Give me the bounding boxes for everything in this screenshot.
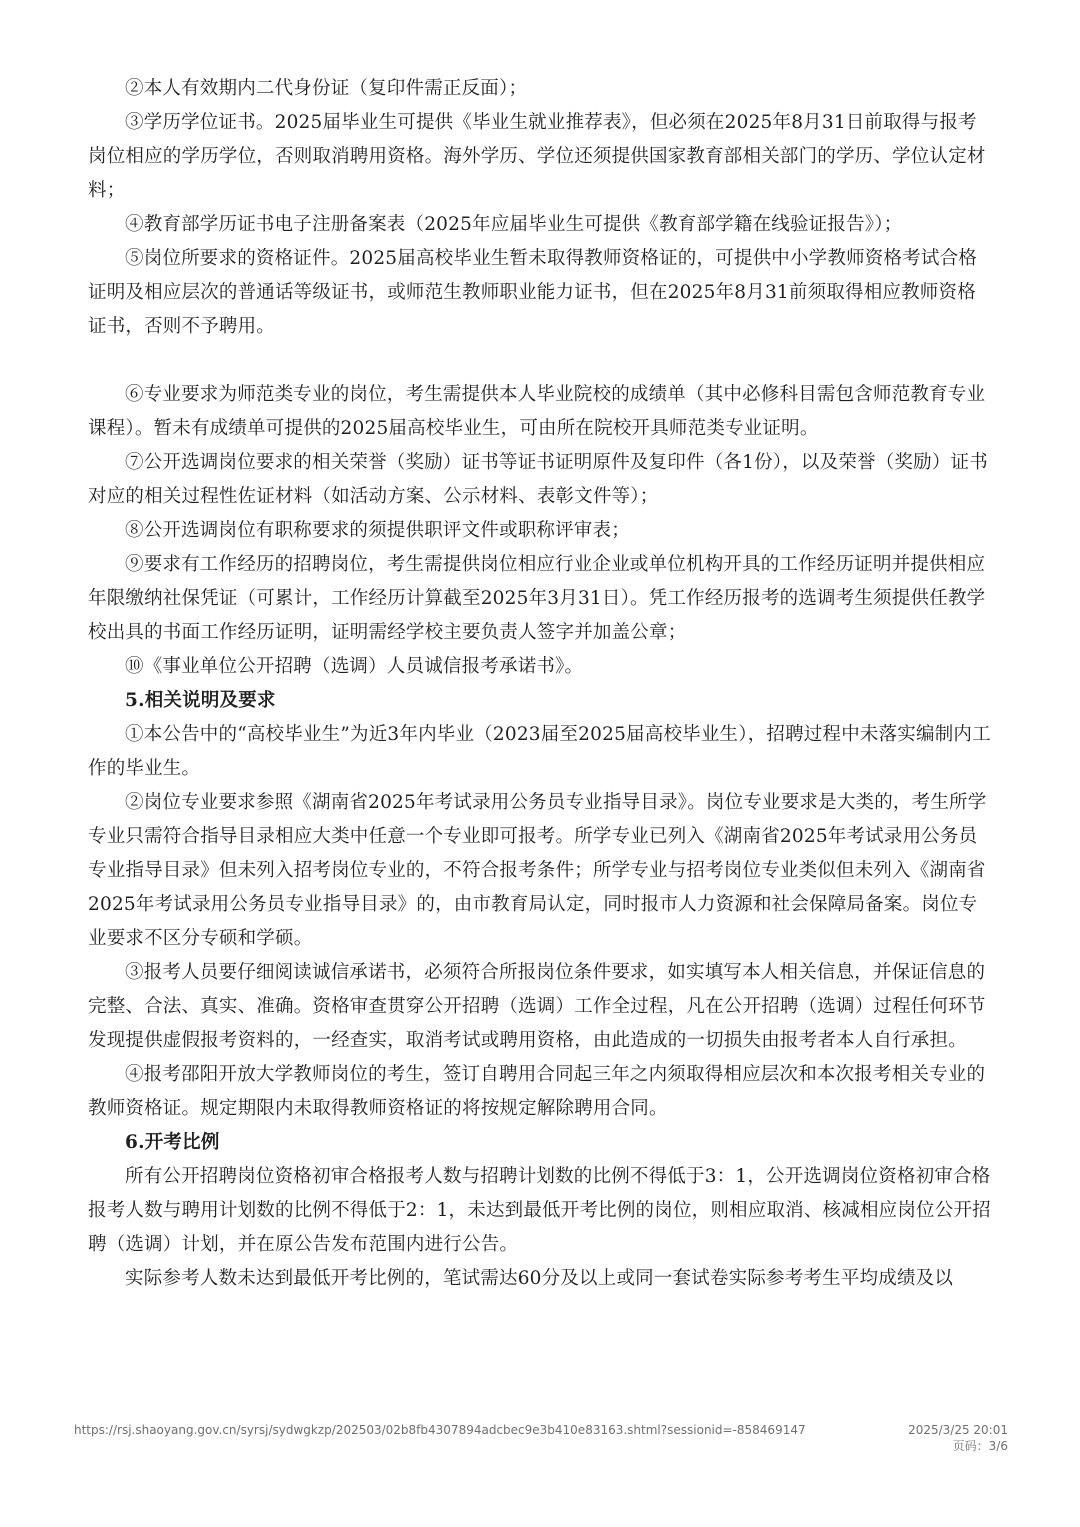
paragraph-integrity-pledge: ⑩《事业单位公开招聘（选调）人员诚信报考承诺书》。 (125, 656, 584, 677)
paragraph-work-experience: ⑨要求有工作经历的招聘岗位，考生需提供岗位相应行业企业或单位机构开具的工作经历证明并提供相应年限缴纳社保凭证（可累计，工作经历计算截至2025年3月31日）。凭工作经历报考的选调考生须提供任教学校出具的书面工作经历证明，证明需经学校主要负责人签字并加盖公章； (88, 554, 986, 643)
paragraph-id-card: ②本人有效期内二代身份证（复印件需正反面）； (125, 78, 528, 99)
paragraph-qualification-certificate: ⑤岗位所要求的资格证件。2025届高校毕业生暂未取得教师资格证的，可提供中小学教师资格考试合格证明及相应层次的普通话等级证书，或师范生教师职业能力证书，但在2025年8月31前须取得相应教师资格证书，否则不予聘用。 (88, 248, 977, 337)
section-heading-exam-ratio: 6.开考比例 (125, 1132, 220, 1153)
paragraph-major-requirements: ②岗位专业要求参照《湖南省2025年考试录用公务员专业指导目录》。岗位专业要求是大类的，考生所学专业只需符合指导目录相应大类中任意一个专业即可报考。所学专业已列入《湖南省2025年考试录用公务员专业指导目录》但未列入招考岗位专业的，不符合报考条件；所学专业与招考岗位专业类似但未列入《湖南省2025年考试录用公务员专业指导目录》的，由市教育局认定，同时报市人力资源和社会保障局备案。岗位专业要求不区分专硕和学硕。 (88, 792, 987, 949)
paragraph-degree-certificate: ③学历学位证书。2025届毕业生可提供《毕业生就业推荐表》，但必须在2025年8月31日前取得与报考岗位相应的学历学位，否则取消聘用资格。海外学历、学位还须提供国家教育部相关部门的学历、学位认定材料； (88, 112, 986, 201)
paragraph-title-documents: ⑧公开选调岗位有职称要求的须提供职评文件或职称评审表； (125, 520, 630, 541)
section-heading-notes: 5.相关说明及要求 (125, 690, 276, 711)
paragraph-transcript: ⑥专业要求为师范类专业的岗位，考生需提供本人毕业院校的成绩单（其中必修科目需包含师范教育专业课程）。暂未有成绩单可提供的2025届高校毕业生，可由所在院校开具师范类专业证明。 (88, 384, 986, 439)
paragraph-open-university: ④报考邵阳开放大学教师岗位的考生，签订自聘用合同起三年之内须取得相应层次和本次报考相关专业的教师资格证。规定期限内未取得教师资格证的将按规定解除聘用合同。 (88, 1064, 986, 1119)
footer-url: https://rsj.shaoyang.gov.cn/syrsj/sydwgkzp/202503/02b8fb4307894adcbec9e3b410e83163.shtml?sessionid=-858469147 (74, 1423, 806, 1437)
paragraph-integrity-review: ③报考人员要仔细阅读诚信承诺书，必须符合所报岗位条件要求，如实填写本人相关信息，并保证信息的完整、合法、真实、准确。资格审查贯穿公开招聘（选调）工作全过程，凡在公开招聘（选调）过程任何环节发现提供虚假报考资料的，一经查实，取消考试或聘用资格，由此造成的一切损失由报考者本人自行承担。 (88, 962, 986, 1051)
footer-datetime: 2025/3/25 20:01 (908, 1423, 1008, 1437)
document-body (88, 72, 994, 1296)
paragraph-graduate-definition: ①本公告中的“高校毕业生”为近3年内毕业（2023届至2025届高校毕业生），招聘过程中未落实编制内工作的毕业生。 (88, 724, 991, 779)
paragraph-honors: ⑦公开选调岗位要求的相关荣誉（奖励）证书等证书证明原件及复印件（各1份），以及荣誉（奖励）证书对应的相关过程性佐证材料（如活动方案、公示材料、表彰文件等）； (88, 452, 988, 507)
footer-page-number: 页码：3/6 (952, 1439, 1008, 1453)
paragraph-exam-ratio: 所有公开招聘岗位资格初审合格报考人数与招聘计划数的比例不得低于3：1，公开选调岗位资格初审合格报考人数与聘用计划数的比例不得低于2：1，未达到最低开考比例的岗位，则相应取消、核减相应岗位公开招聘（选调）计划，并在原公告发布范围内进行公告。 (88, 1166, 991, 1255)
blank-line (88, 344, 994, 378)
paragraph-actual-participants: 实际参考人数未达到最低开考比例的，笔试需达60分及以上或同一套试卷实际参考考生平均成绩及以 (125, 1268, 954, 1289)
paragraph-degree-registration: ④教育部学历证书电子注册备案表（2025年应届毕业生可提供《教育部学籍在线验证报告》）； (125, 214, 903, 235)
